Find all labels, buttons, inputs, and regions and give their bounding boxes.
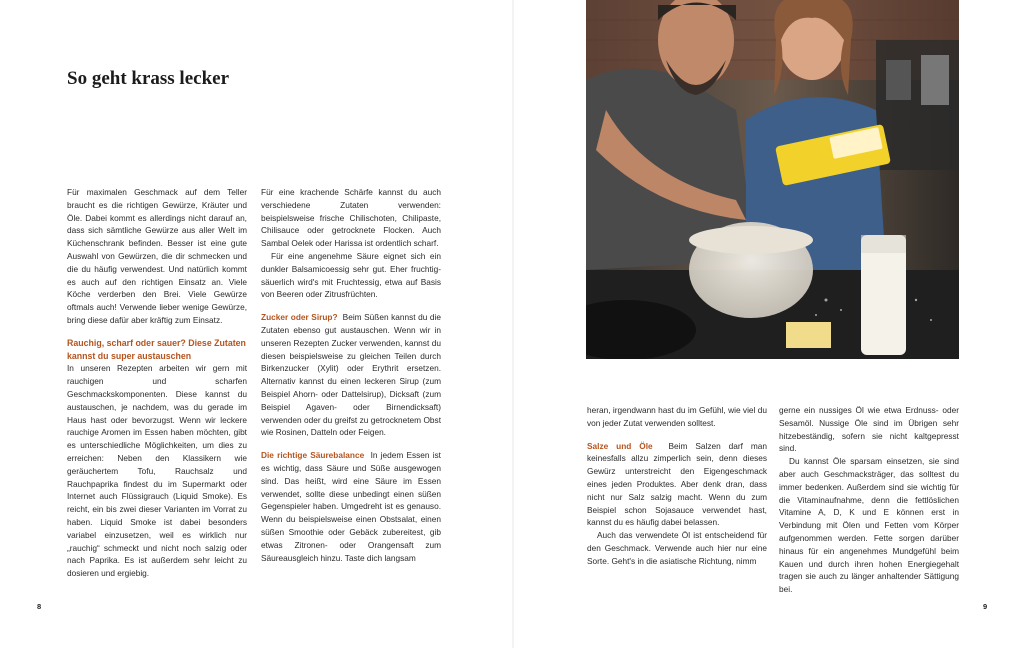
paragraph-text: Beim Salzen darf man keinesfalls allzu zimperlich sein, denn dieses Gewürz unterstreicht den Eigengeschmack eines jeden Produktes. Aber denk dran, dass nicht nur Salz salzig macht. Wenn du zum Beispiel schon Sojasauce verwendet hast, kannst du es häufig dabei belassen.: [587, 440, 768, 528]
paragraph: Für eine angenehme Säure eignet sich ein dunkler Balsamicoessig sehr gut. Eher fruchtig-säuerlich wird's mit Fruchtessig, etwa auf Basis von Beeren oder Zitrusfrüchten.: [261, 250, 441, 300]
paragraph-with-runin: [261, 311, 441, 439]
paragraph: gerne ein nussiges Öl wie etwa Erdnuss- oder Sesamöl. Nussige Öle sind im Übrigen sehr hitzebeständig, sofern sie nicht kaltgepresst sind.: [779, 405, 959, 454]
paragraph: Du kannst Öle sparsam einsetzen, sie sind aber auch Geschmacksträger, das solltest du immer bedenken. Außerdem sind sie wichtig für die Vitaminaufnahme, denn die fettlöslichen Vitamine A, D, K und E können erst in Verbindung mit Ölen und Fetten vom Körper aufgenommen werden. Fette sorgen darüber hinaus für ein angenehmes Mundgefühl beim Kauen und durch ihren hohen Energiegehalt tragen sie auch zu länger anhaltender Sättigung bei.: [779, 456, 959, 595]
text-column-1: [67, 186, 247, 580]
runin-heading: Salze und Öle: [587, 440, 653, 451]
text-column-4: [779, 404, 959, 596]
paragraph: heran, irgendwann hast du im Gefühl, wie viel du von jeder Zutat verwenden solltest.: [587, 405, 767, 428]
page-number-left: 8: [37, 602, 42, 611]
section-subheading: Rauchig, scharf oder sauer? Diese Zutaten kannst du super austauschen: [67, 337, 246, 361]
paragraph: Auch das verwendete Öl ist entscheidend für den Geschmack. Verwende auch hier nur eine Sorte. Geht's in die asiatische Richtung, nimm: [587, 530, 767, 566]
paragraph-with-runin: [261, 449, 441, 564]
page-title: So geht krass lecker: [67, 68, 230, 89]
cooking-photo: [586, 0, 959, 359]
spread-gutter: [512, 0, 514, 648]
runin-heading: Die richtige Säurebalance: [261, 450, 365, 461]
paragraph-with-runin: [587, 440, 767, 530]
text-column-3: [587, 404, 767, 568]
paragraph: Für eine krachende Schärfe kannst du auch verschiedene Zutaten verwenden: beispielsweise frische Chilischoten, Chilipaste, Chilisauce oder getrocknete Flocken. Auch Sambal Oelek oder Harissa ist ordentlich scharf.: [261, 187, 441, 249]
text-column-2: [261, 186, 441, 564]
paragraph-text: In jedem Essen ist es wichtig, dass Säure und Süße ausgewogen sind. Das heißt, wird eine Säure im Essen verwendet, sollte diese unbedingt einen süßen Gegenspieler haben. Umgedreht ist es genauso. Wenn du beispielsweise einen Obstsalat, einen süßen Smoothie oder Gebäck zubereitest, gib etwas Zitronen- oder Orangensaft zum Säureausgleich hinzu. Taste dich langsam: [261, 450, 441, 563]
page-number-right: 9: [983, 602, 988, 611]
runin-heading: Zucker oder Sirup?: [261, 312, 338, 323]
paragraph: Für maximalen Geschmack auf dem Teller braucht es die richtigen Gewürze, Kräuter und Öle. Dabei kommt es allerdings nicht darauf an, dass sich sämtliche Gewürze aus aller Welt im Küchenschrank befinden. Besser ist eine gute Auswahl von Gewürzen, die dir schmecken und die du häufig verwendest. Und natürlich kommt es auch auf den richtigen Einsatz an. Viele Köche verderben den Brei. Viele Gewürze oftmals auch! Verwende lieber wenige Gewürze, bring diese dafür aber kräftig zum Einsatz.: [67, 187, 247, 325]
paragraph-text: Beim Süßen kannst du die Zutaten ebenso gut austauschen. Wenn wir in unseren Rezepten Zucker verwenden, kannst du diesen beispielsweise zu gleichen Teilen durch Birkenzucker (Xylit) oder Erythrit ersetzen. Alternativ kannst du einen leckeren Sirup (zum Beispiel Ahorn- oder Dattelsirup), Dicksaft (zum Beispiel Agaven- oder Birnendicksaft) verwenden oder du greifst zu getrocknetem Obst wie Rosinen, Datteln oder Feigen.: [261, 312, 441, 438]
paragraph: In unseren Rezepten arbeiten wir gern mit rauchigen und scharfen Geschmackskomponenten. Diese kannst du austauschen, je nachdem, was du gerade im Haus hast oder bevorzugst. Wenn wir leckere rauchige Aromen im Essen haben möchten, gibt es unterschiedliche Möglichkeiten, um dies zu erreichen: Neben den Klassikern wie geräuchertem Tofu, Rauchsalz und Rauchpaprika findest du im Supermarkt oder Internet auch Flüssigrauch (Liquid Smoke). Es reicht, ein bis zwei dieser Varianten im Vorrat zu haben. Liquid Smoke ist dabei besonders variabel einzusetzen, weil es wirklich nur „rauchig“ schmeckt und nicht noch salzig oder nach Paprika. Es ist außerdem sehr leicht zu dosieren und ergiebig.: [67, 363, 247, 579]
